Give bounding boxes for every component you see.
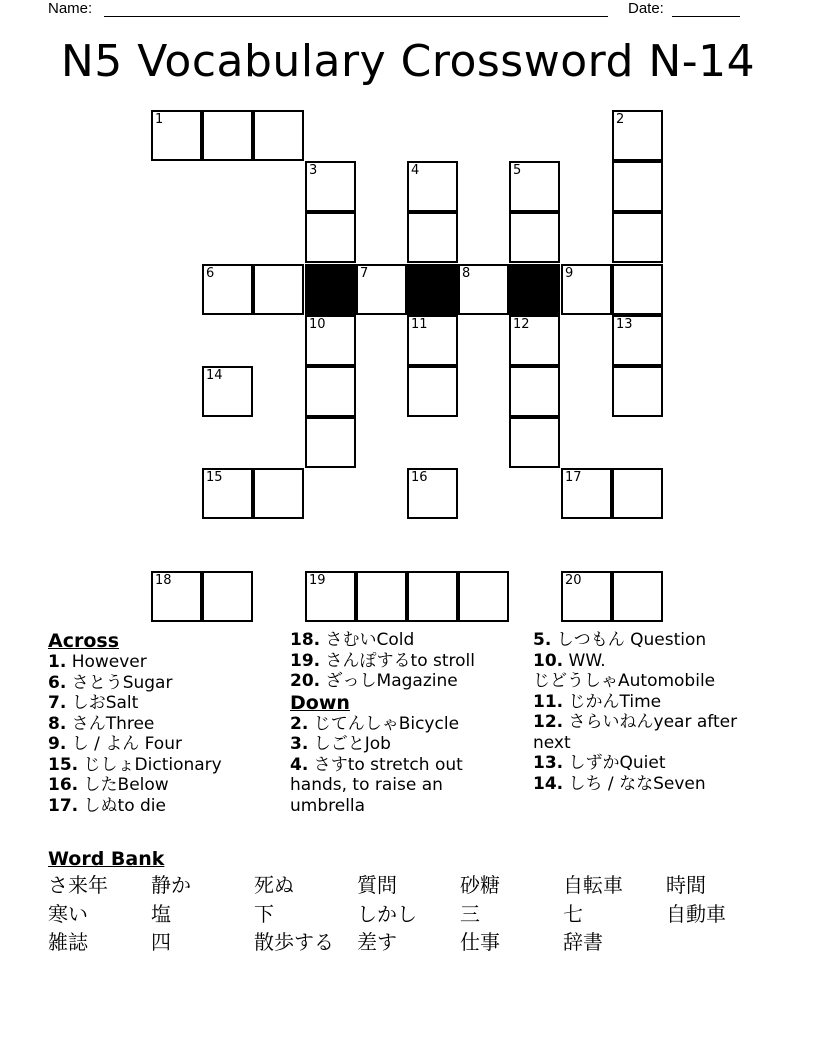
- clue-item: [290, 755, 530, 776]
- grid-cell[interactable]: [612, 212, 663, 263]
- clue-number-label: 13.: [533, 753, 564, 773]
- clue-number: 9: [565, 266, 574, 281]
- word-bank-item: 自動車: [666, 902, 726, 926]
- clue-number: 16: [411, 470, 428, 485]
- clue-text: However: [66, 652, 147, 672]
- grid-cell[interactable]: [305, 315, 356, 366]
- clue-text: じかんTime: [563, 691, 662, 712]
- clue-number: 7: [360, 266, 369, 281]
- grid-cell[interactable]: [509, 161, 560, 212]
- grid-cell[interactable]: [151, 571, 202, 622]
- clue-text: ざっしMagazine: [320, 671, 458, 691]
- clue-number: 5: [513, 163, 522, 178]
- clue-number: 20: [565, 573, 582, 588]
- word-bank-item: 自転車: [563, 873, 623, 897]
- word-bank-item: 差す: [357, 930, 397, 954]
- grid-cell[interactable]: [305, 571, 356, 622]
- grid-cell[interactable]: [561, 571, 612, 622]
- clue-item: [290, 714, 530, 735]
- clue-number: 1: [155, 112, 164, 127]
- clue-item: [48, 755, 288, 776]
- clue-number-label: 3.: [290, 734, 309, 754]
- clue-item: [290, 671, 530, 692]
- clue-item: [48, 796, 288, 817]
- clue-text: さとうSugar: [66, 672, 173, 693]
- clue-item: [533, 774, 793, 795]
- clue-number-label: 5.: [533, 630, 552, 650]
- grid-cell[interactable]: [202, 110, 253, 161]
- grid-cell[interactable]: [356, 264, 407, 315]
- clue-number-label: 9.: [48, 734, 67, 754]
- word-bank-item: 仕事: [460, 930, 500, 954]
- clue-text: しぬto die: [78, 795, 166, 816]
- word-bank-item: 下: [254, 902, 274, 926]
- clue-text: しつもん Question: [551, 630, 707, 650]
- grid-cell[interactable]: [612, 468, 663, 519]
- clue-number: 13: [616, 317, 633, 332]
- date-label: Date:: [628, 0, 664, 17]
- grid-cell[interactable]: [612, 161, 663, 212]
- grid-cell[interactable]: [202, 264, 253, 315]
- clue-item: [290, 630, 530, 651]
- word-bank-item: 雑誌: [48, 930, 88, 954]
- clue-text: さすto stretch out: [308, 754, 463, 775]
- clue-text: WW.: [563, 650, 606, 671]
- clue-text: さんThree: [66, 713, 155, 734]
- grid-cell[interactable]: [612, 366, 663, 417]
- word-bank-item: 静か: [151, 873, 191, 897]
- clue-text-continued: hands, to raise an: [290, 775, 443, 795]
- clue-item: [48, 734, 288, 755]
- clue-text-continued: じどうしゃAutomobile: [533, 671, 716, 691]
- grid-cell[interactable]: [253, 110, 304, 161]
- grid-cell[interactable]: [305, 366, 356, 417]
- word-bank-item: 質問: [357, 873, 397, 897]
- clue-number-label: 10.: [533, 650, 564, 671]
- clue-item: [290, 651, 530, 672]
- clue-item: [48, 673, 288, 694]
- grid-cell[interactable]: [561, 264, 612, 315]
- down-heading: Down: [290, 691, 350, 714]
- clue-item: [48, 775, 288, 796]
- word-bank-item: 死ぬ: [254, 873, 294, 897]
- grid-cell[interactable]: [612, 315, 663, 366]
- clue-text: じしょDictionary: [78, 754, 222, 775]
- clues-column-3: [533, 630, 793, 794]
- black-cell: [509, 264, 560, 315]
- clue-text: したBelow: [78, 775, 169, 795]
- word-bank-item: 寒い: [48, 902, 88, 926]
- clue-item: [48, 652, 288, 673]
- grid-cell[interactable]: [407, 571, 458, 622]
- clue-number: 19: [309, 573, 326, 588]
- clue-text: しち / ななSeven: [563, 773, 706, 794]
- grid-cell[interactable]: [407, 468, 458, 519]
- clue-number: 10: [309, 317, 326, 332]
- clue-number: 3: [309, 163, 318, 178]
- word-bank-item: 時間: [666, 873, 706, 897]
- clue-number-label: 18.: [290, 630, 321, 650]
- grid-cell[interactable]: [305, 417, 356, 468]
- clue-number-label: 12.: [533, 712, 564, 732]
- clue-item: [48, 693, 288, 714]
- clue-number: 4: [411, 163, 420, 178]
- clue-number-label: 7.: [48, 693, 67, 713]
- clue-text: しずかQuiet: [563, 753, 666, 773]
- clue-number: 2: [616, 112, 625, 127]
- clue-number: 8: [462, 266, 471, 281]
- word-bank-item: 四: [151, 930, 171, 954]
- clue-text-continued: umbrella: [290, 795, 366, 816]
- clue-number-label: 20.: [290, 671, 321, 691]
- clue-text: じてんしゃBicycle: [308, 713, 460, 734]
- across-heading: Across: [48, 630, 120, 652]
- word-bank-item: 七: [563, 902, 583, 926]
- clue-text: しごとJob: [308, 734, 391, 754]
- clue-number-label: 6.: [48, 672, 67, 693]
- grid-cell[interactable]: [509, 315, 560, 366]
- clue-item: [533, 753, 793, 774]
- clue-number: 14: [206, 368, 223, 383]
- grid-cell[interactable]: [202, 366, 253, 417]
- clue-item: [533, 630, 793, 651]
- grid-cell[interactable]: [509, 417, 560, 468]
- word-bank-item: しかし: [357, 902, 417, 926]
- clue-number-label: 16.: [48, 775, 79, 795]
- clue-number: 17: [565, 470, 582, 485]
- black-cell: [407, 264, 458, 315]
- grid-cell[interactable]: [151, 110, 202, 161]
- clue-text: さんぽするto stroll: [320, 650, 475, 671]
- grid-cell[interactable]: [407, 366, 458, 417]
- clue-number-label: 8.: [48, 713, 67, 734]
- word-bank-item: 三: [460, 902, 480, 926]
- grid-cell[interactable]: [612, 264, 663, 315]
- clue-item: [533, 692, 793, 713]
- grid-cell[interactable]: [356, 571, 407, 622]
- clue-number: 11: [411, 317, 428, 332]
- grid-cell[interactable]: [305, 212, 356, 263]
- clue-number-label: 15.: [48, 754, 79, 775]
- clues-column-2: [290, 630, 530, 816]
- grid-cell[interactable]: [561, 468, 612, 519]
- grid-cell[interactable]: [202, 468, 253, 519]
- grid-cell[interactable]: [407, 212, 458, 263]
- clue-item: [290, 734, 530, 755]
- clue-number-label: 1.: [48, 652, 67, 672]
- clue-number: 12: [513, 317, 530, 332]
- clue-text: し / よん Four: [66, 734, 182, 754]
- clue-number: 6: [206, 266, 215, 281]
- word-bank-heading: Word Bank: [48, 848, 165, 870]
- clue-item: [533, 712, 793, 733]
- clue-text-continued: next: [533, 732, 571, 753]
- grid-cell[interactable]: [458, 571, 509, 622]
- clue-number: 18: [155, 573, 172, 588]
- word-bank-item: 塩: [151, 902, 171, 926]
- name-label: Name:: [48, 0, 93, 17]
- word-bank-item: さ来年: [48, 873, 108, 897]
- grid-cell[interactable]: [305, 161, 356, 212]
- grid-cell[interactable]: [509, 366, 560, 417]
- word-bank-item: 砂糖: [460, 873, 500, 897]
- clue-item: [533, 651, 793, 672]
- clue-number-label: 2.: [290, 713, 309, 734]
- clues-column-1: [48, 630, 288, 816]
- grid-cell[interactable]: [253, 468, 304, 519]
- black-cell: [305, 264, 356, 315]
- clue-item: [48, 714, 288, 735]
- grid-cell[interactable]: [612, 571, 663, 622]
- clue-number-label: 19.: [290, 650, 321, 671]
- word-bank-item: 散歩する: [254, 930, 334, 954]
- word-bank-item: 辞書: [563, 930, 603, 954]
- grid-cell[interactable]: [407, 161, 458, 212]
- grid-cell[interactable]: [612, 110, 663, 161]
- grid-cell[interactable]: [458, 264, 509, 315]
- clue-number-label: 14.: [533, 773, 564, 794]
- grid-cell[interactable]: [509, 212, 560, 263]
- grid-cell[interactable]: [407, 315, 458, 366]
- clue-text: さらいねんyear after: [563, 712, 738, 732]
- clue-text: さむいCold: [320, 630, 415, 650]
- clue-number-label: 11.: [533, 691, 564, 712]
- clue-number: 15: [206, 470, 223, 485]
- grid-cell[interactable]: [253, 264, 304, 315]
- clue-number-label: 17.: [48, 795, 79, 816]
- grid-cell[interactable]: [202, 571, 253, 622]
- page-title: N5 Vocabulary Crossword N-14: [60, 36, 756, 87]
- clue-number-label: 4.: [290, 754, 309, 775]
- clue-text: しおSalt: [66, 693, 139, 713]
